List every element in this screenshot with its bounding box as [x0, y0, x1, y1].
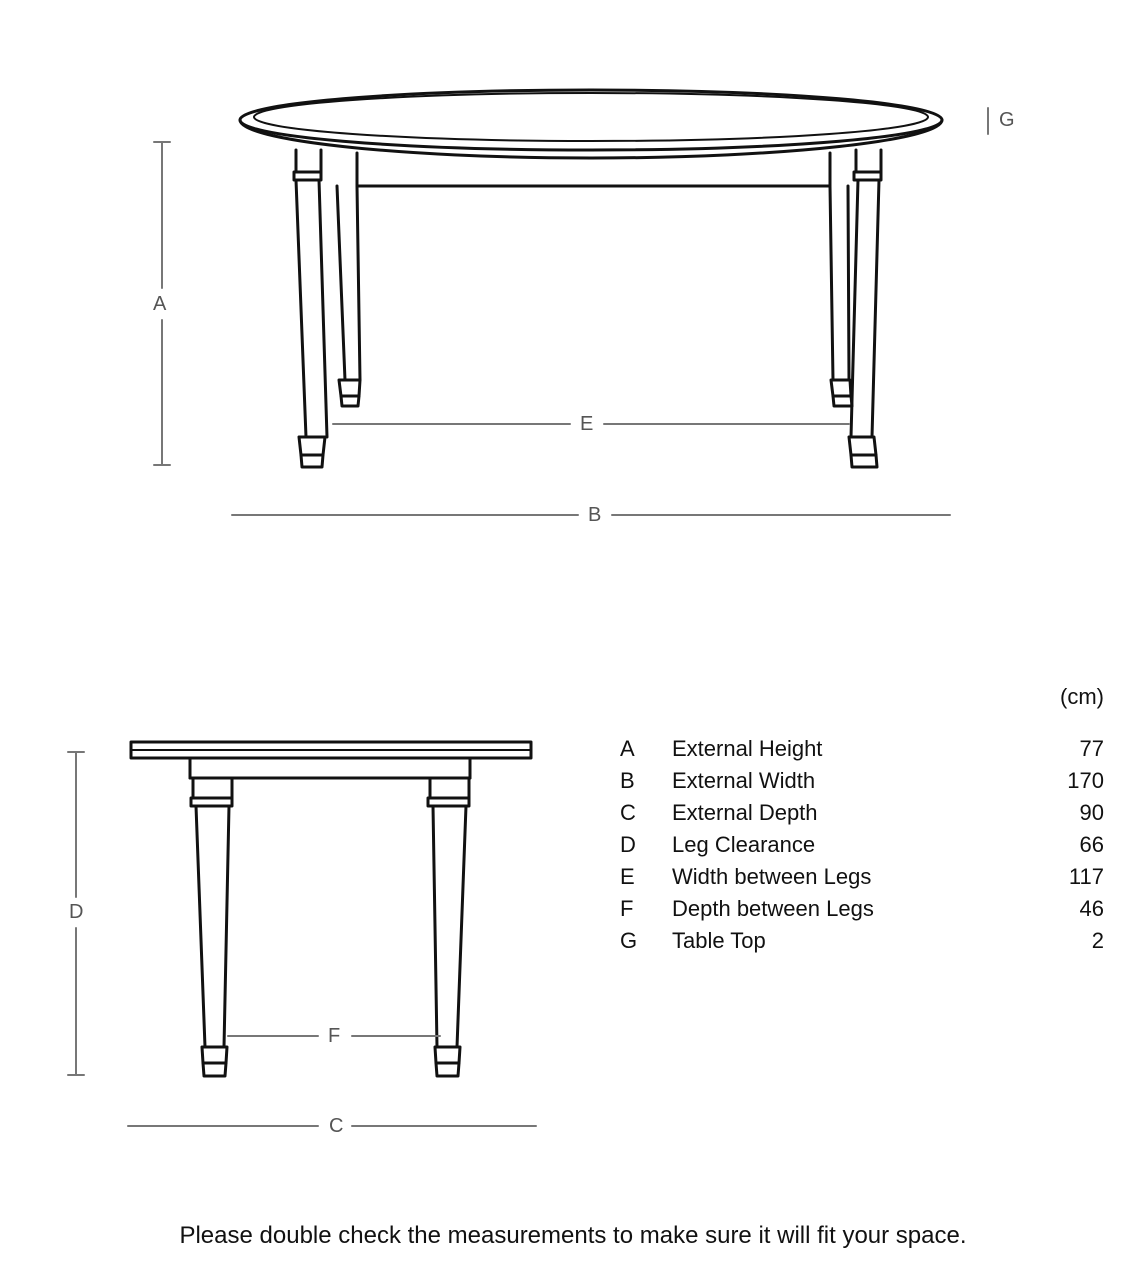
legend-unit-label: (cm): [1060, 684, 1104, 709]
legend-name: External Height: [672, 736, 823, 761]
dim-label-e: E: [580, 413, 594, 435]
legend-value: 117: [1068, 864, 1104, 889]
legend-value: 2: [1091, 928, 1104, 953]
legend-name: Width between Legs: [672, 864, 872, 889]
legend-value: 77: [1079, 736, 1104, 761]
legend-row: [612, 832, 1112, 864]
legend-row: [612, 896, 1112, 928]
legend-name: Table Top: [672, 928, 766, 953]
legend-key: C: [620, 800, 636, 825]
legend-name: Leg Clearance: [672, 832, 816, 857]
legend-key: F: [620, 896, 634, 921]
legend-name: External Depth: [672, 800, 818, 825]
dim-label-g: G: [999, 109, 1015, 131]
legend-row: [612, 736, 1112, 768]
legend-key: G: [620, 928, 638, 953]
legend-value: 66: [1079, 832, 1104, 857]
legend-key: E: [620, 864, 635, 889]
dim-label-f: F: [328, 1025, 341, 1047]
legend-rows: [612, 736, 1112, 960]
legend-name: External Width: [672, 768, 816, 793]
legend-row: [612, 800, 1112, 832]
legend-value: 170: [1067, 768, 1104, 793]
legend-key: A: [620, 736, 635, 761]
legend-row: [612, 864, 1112, 896]
table-front-elevation: [240, 90, 942, 467]
legend-row: [612, 768, 1112, 800]
dim-label-c: C: [329, 1115, 344, 1137]
legend-name: Depth between Legs: [672, 896, 874, 921]
legend-row: [612, 928, 1112, 960]
dim-label-d: D: [69, 901, 84, 923]
dim-label-b: B: [588, 504, 602, 526]
legend-key: B: [620, 768, 635, 793]
legend-value: 46: [1079, 896, 1104, 921]
dim-label-a: A: [153, 293, 167, 315]
measurement-footnote: Please double check the measurements to make sure it will fit your space.: [179, 1222, 967, 1249]
legend-value: 90: [1079, 800, 1104, 825]
legend-key: D: [620, 832, 636, 857]
